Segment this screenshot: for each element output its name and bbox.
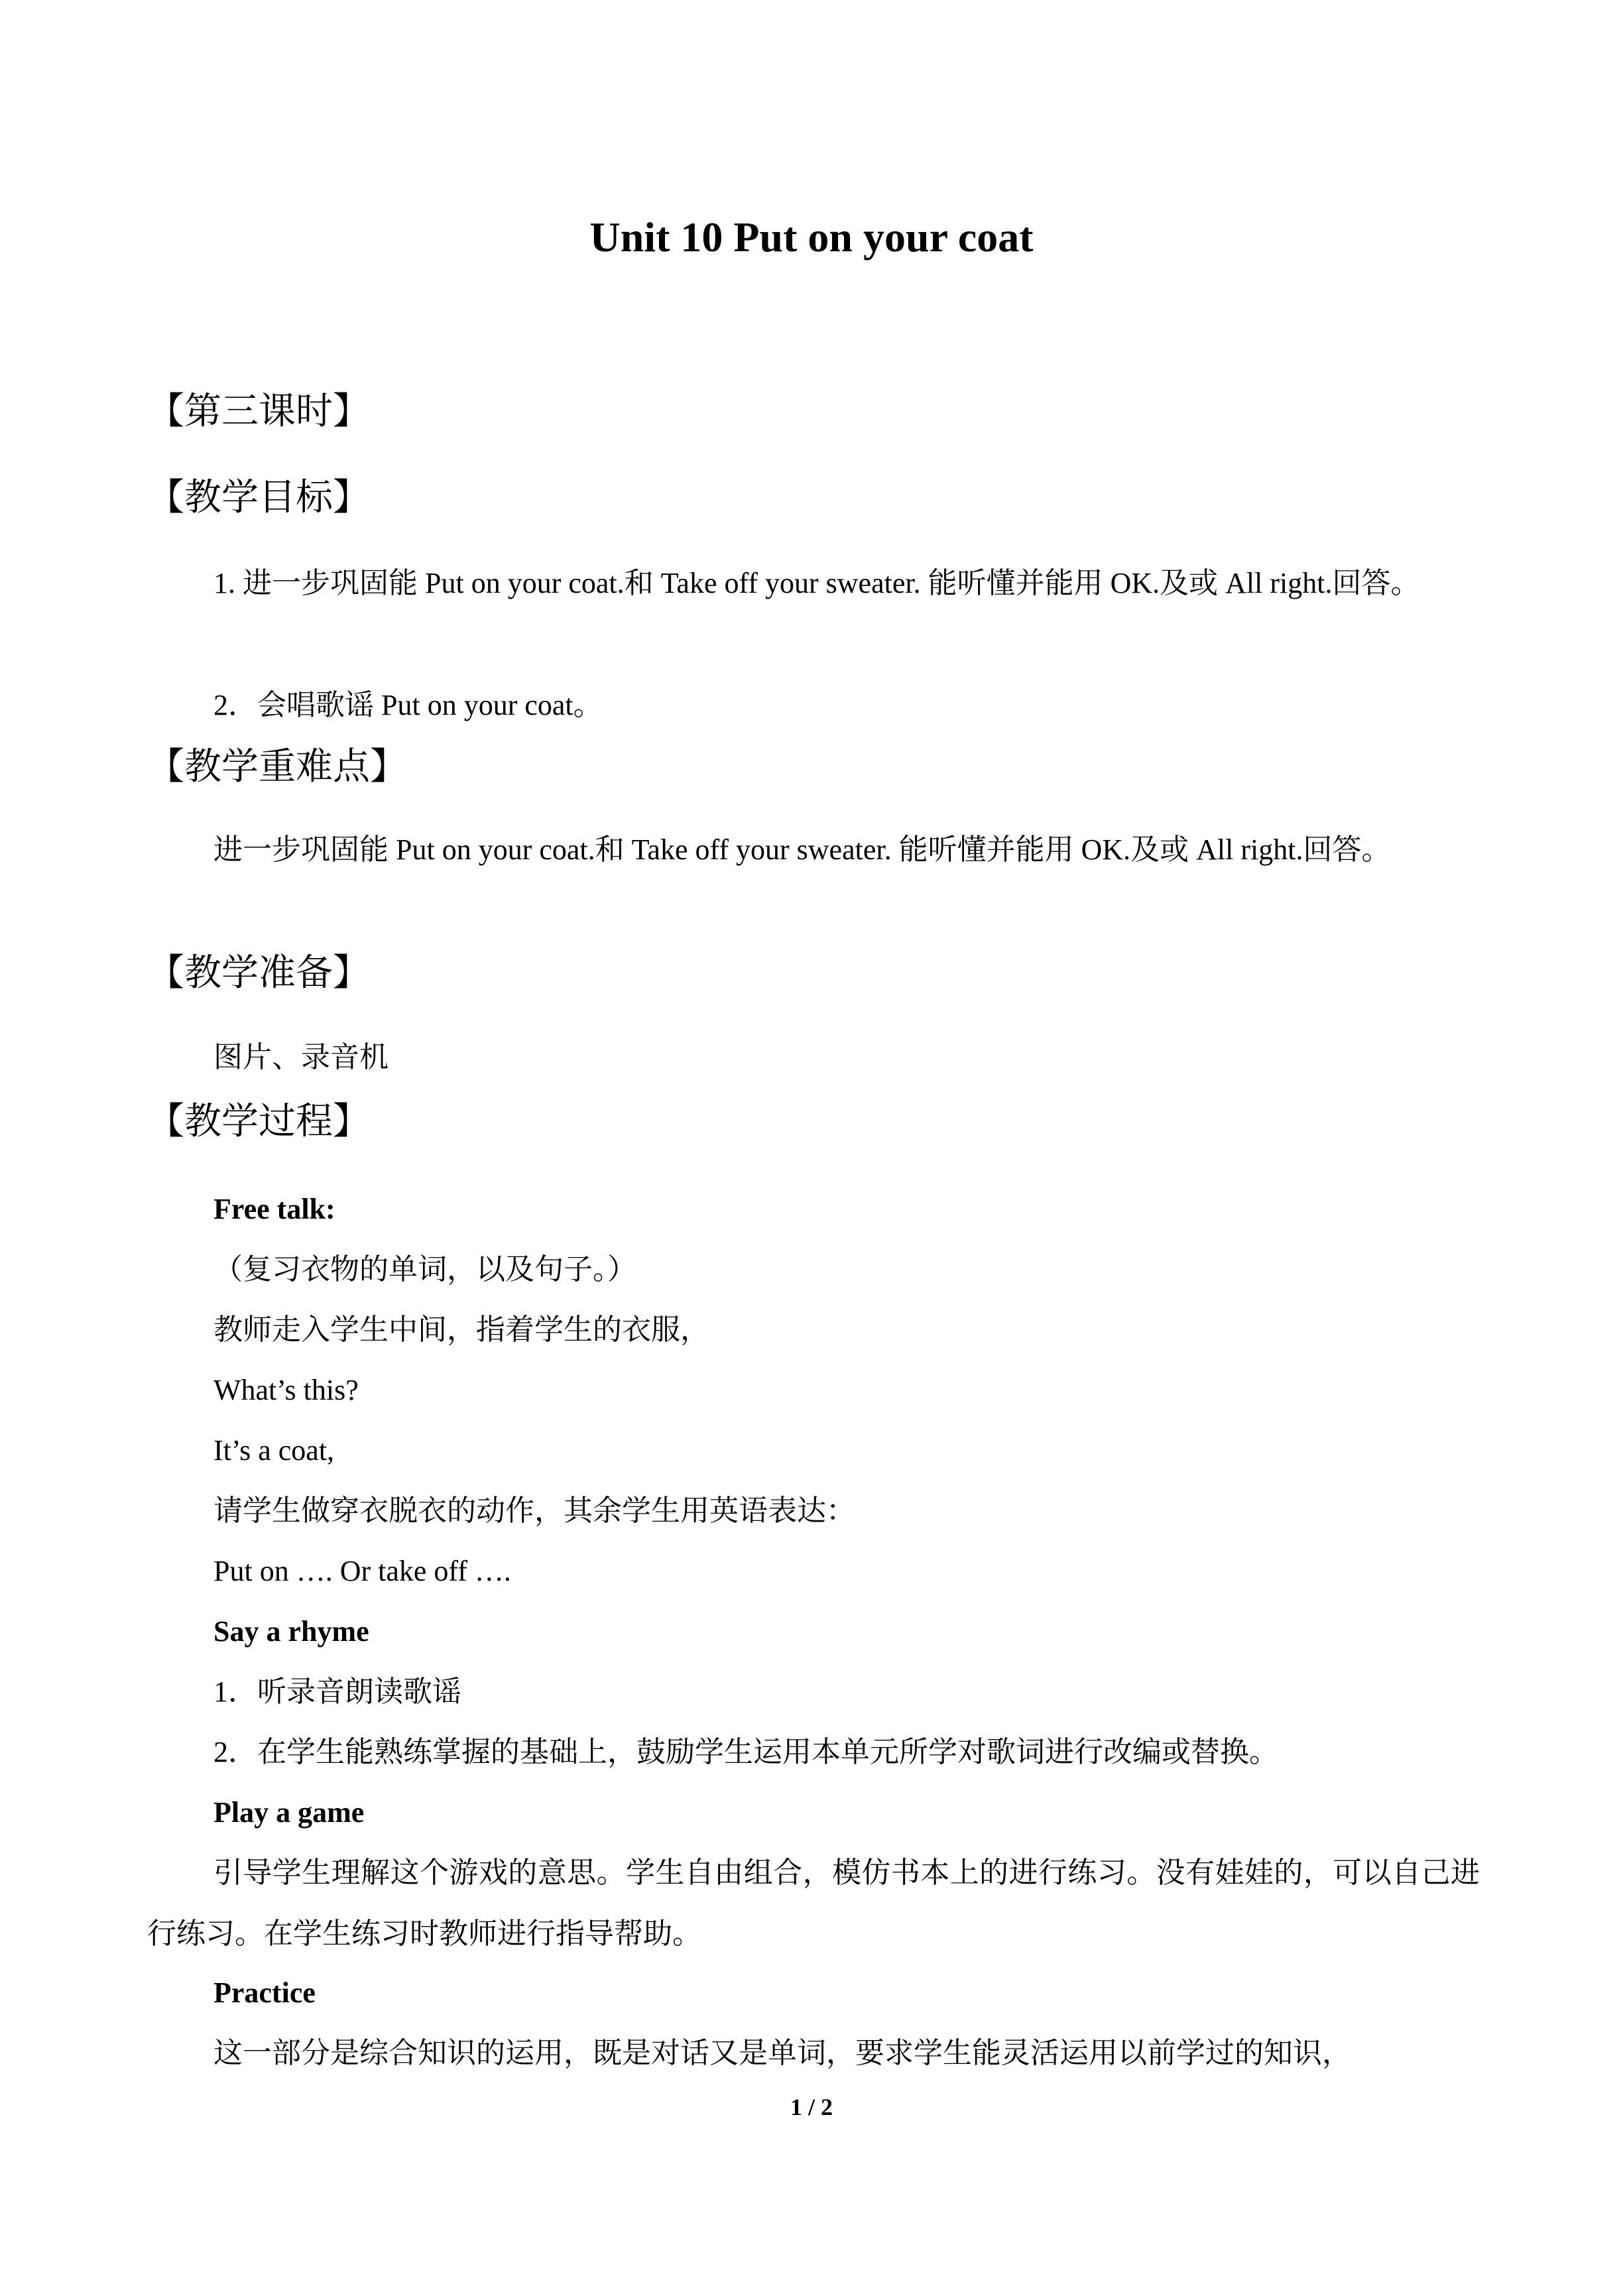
objective-item-2: 2．会唱歌谣 Put on your coat。: [213, 689, 603, 721]
free-talk-line: It’s a coat,: [213, 1434, 335, 1467]
objective-item-1: 1. 进一步巩固能 Put on your coat.和 Take off your sweater. 能听懂并能用 OK.及或 All right.回答。: [213, 567, 1420, 599]
rhyme-line: 1．听录音朗读歌谣: [213, 1675, 461, 1708]
free-talk-line: （复习衣物的单词，以及句子。）: [213, 1253, 636, 1286]
section-heading-key-points: 【教学重难点】: [147, 745, 407, 788]
section-heading-process: 【教学过程】: [147, 1100, 370, 1143]
document-title: Unit 10 Put on your coat: [589, 213, 1034, 261]
practice-text: 这一部分是综合知识的运用，既是对话又是单词，要求学生能灵活运用以前学过的知识，: [213, 2037, 1351, 2069]
section-heading-objectives: 【教学目标】: [147, 476, 370, 519]
free-talk-line: 请学生做穿衣脱衣的动作，其余学生用英语表达：: [213, 1494, 855, 1527]
key-points-text: 进一步巩固能 Put on your coat.和 Take off your sweater. 能听懂并能用 OK.及或 All right.回答。: [213, 833, 1391, 866]
free-talk-heading: Free talk:: [213, 1193, 335, 1225]
game-text: 引导学生理解这个游戏的意思。学生自由组合，模仿书本上的进行练习。没有娃娃的，可以自己进行练习。在学生练习时教师进行指导帮助。: [147, 1856, 1480, 1950]
section-heading-period: 【第三课时】: [147, 390, 370, 433]
practice-heading: Practice: [213, 1976, 316, 2009]
rhyme-heading: Say a rhyme: [213, 1615, 369, 1648]
game-heading: Play a game: [213, 1796, 365, 1829]
rhyme-line: 2．在学生能熟练掌握的基础上，鼓励学生运用本单元所学对歌词进行改编或替换。: [213, 1736, 1278, 1768]
preparation-text: 图片、录音机: [213, 1041, 389, 1073]
free-talk-line: Put on …. Or take off ….: [213, 1555, 511, 1587]
page-number: 1 / 2: [790, 2094, 833, 2120]
free-talk-line: 教师走入学生中间，指着学生的衣服，: [213, 1313, 709, 1346]
section-heading-preparation: 【教学准备】: [147, 951, 370, 995]
free-talk-line: What’s this?: [213, 1374, 359, 1406]
